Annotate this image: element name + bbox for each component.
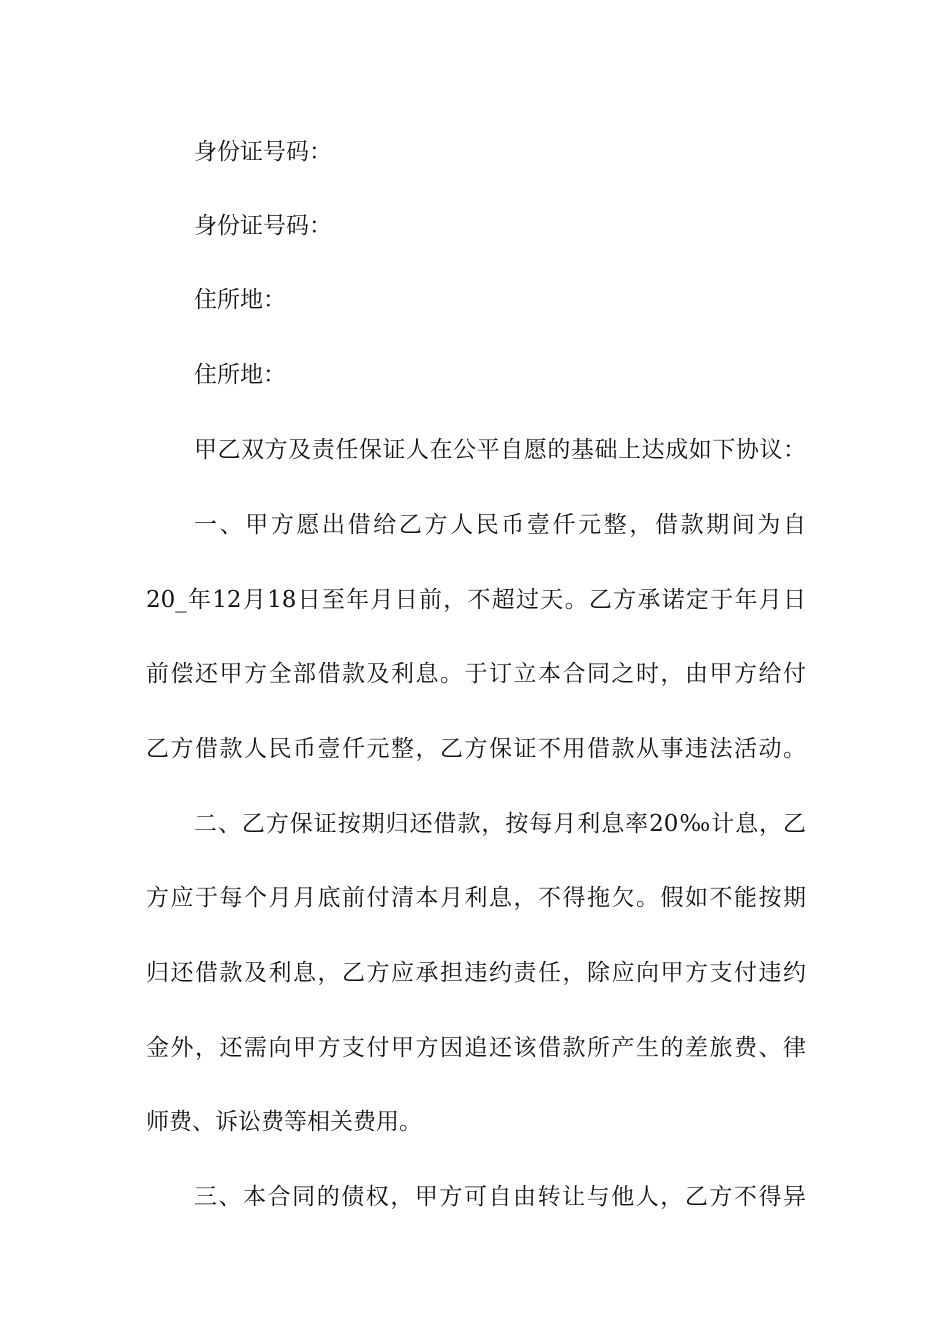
clause-2-line-1: 二、乙方保证按期归还借款，按每月利息率20‰计息，乙 [194, 811, 806, 837]
clause-2-line-3: 归还借款及利息，乙方应承担违约责任，除应向甲方支付违约 [146, 960, 806, 986]
id-number-line-1: 身份证号码： [194, 139, 332, 165]
id-number-line-2: 身份证号码： [194, 213, 332, 239]
clause-1-line-3: 前偿还甲方全部借款及利息。于订立本合同之时，由甲方给付 [146, 661, 806, 687]
agreement-intro: 甲乙双方及责任保证人在公平自愿的基础上达成如下协议： [194, 437, 806, 463]
clause-3-line-1: 三、本合同的债权，甲方可自由转让与他人，乙方不得异 [194, 1184, 806, 1210]
address-line-1: 住所地： [194, 287, 286, 313]
clause-2-line-2: 方应于每个月月底前付清本月利息，不得拖欠。假如不能按期 [146, 885, 806, 911]
clause-2-line-5: 师费、诉讼费等相关费用。 [146, 1109, 422, 1135]
address-line-2: 住所地： [194, 362, 286, 388]
clause-2-line-4: 金外，还需向甲方支付甲方因追还该借款所产生的差旅费、律 [146, 1035, 806, 1061]
clause-1-line-1: 一、甲方愿出借给乙方人民币壹仟元整，借款期间为自 [194, 512, 806, 538]
clause-1-line-4: 乙方借款人民币壹仟元整，乙方保证不用借款从事违法活动。 [146, 736, 806, 762]
clause-1-line-2: 20_年12月18日至年月日前，不超过天。乙方承诺定于年月日 [146, 587, 806, 613]
